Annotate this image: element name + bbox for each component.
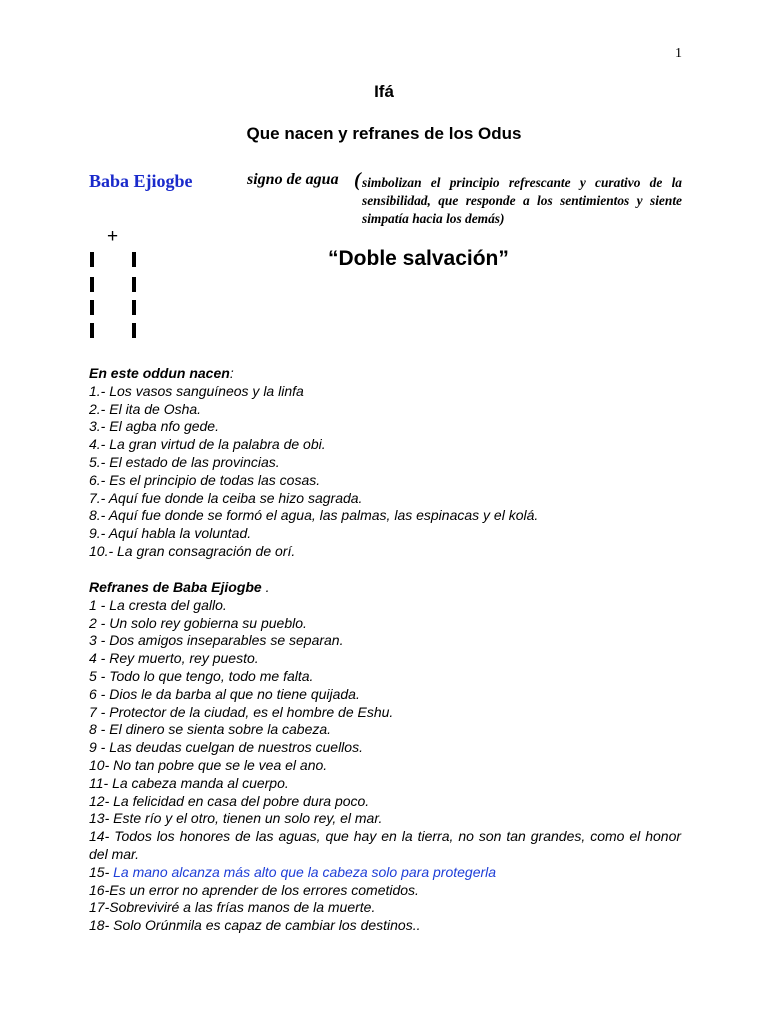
odu-mark xyxy=(132,300,136,315)
list-item: 6.- Es el principio de todas las cosas. xyxy=(89,471,321,488)
list-item xyxy=(89,650,681,668)
list-item xyxy=(89,899,681,917)
sign-paren: ( xyxy=(354,169,361,191)
list-item xyxy=(89,739,681,757)
item-text: El dinero se sienta sobre la cabeza. xyxy=(109,721,332,738)
list-item xyxy=(89,721,681,739)
item-text: La cresta del gallo. xyxy=(109,596,227,613)
sign-type: signo de agua xyxy=(247,171,339,188)
item-text: Este río y el otro, tienen un solo rey, el mar. xyxy=(113,810,383,827)
list-item: 10.- La gran consagración de orí. xyxy=(89,542,296,559)
list-item xyxy=(89,615,681,633)
item-number: 13- xyxy=(89,810,114,827)
list-item xyxy=(89,757,681,775)
refranes-section xyxy=(89,579,681,935)
item-number: 10- xyxy=(89,756,114,773)
list-item: 4.- La gran virtud de la palabra de obi. xyxy=(89,436,326,453)
odu-mark xyxy=(132,252,136,267)
list-item: 2.- El ita de Osha. xyxy=(89,400,202,417)
item-text: Rey muerto, rey puesto. xyxy=(109,650,259,667)
item-number: 2 - xyxy=(89,614,110,631)
list-item xyxy=(89,704,681,722)
odu-mark xyxy=(90,277,94,292)
odu-mark xyxy=(132,323,136,338)
item-number: 14- xyxy=(89,828,115,845)
item-number: 8 - xyxy=(89,721,110,738)
list-item xyxy=(89,686,681,704)
list-item xyxy=(89,917,681,935)
page-number: 1 xyxy=(675,46,682,61)
list-item: 8.- Aquí fue donde se formó el agua, las palmas, las espinacas y el kolá. xyxy=(89,507,539,524)
refranes-heading xyxy=(89,579,681,597)
item-text: Todos los honores de las aguas, que hay en la tierra, no son tan grandes, como el honor del mar. xyxy=(89,828,682,862)
item-text: La cabeza manda al cuerpo. xyxy=(112,774,289,791)
item-text: Un solo rey gobierna su pueblo. xyxy=(109,614,307,631)
list-item: 7.- Aquí fue donde la ceiba se hizo sagrada. xyxy=(89,489,363,506)
nacen-section xyxy=(89,365,538,561)
document-title: Ifá xyxy=(374,82,394,101)
list-item xyxy=(89,597,681,615)
item-text: La felicidad en casa del pobre dura poco. xyxy=(113,792,370,809)
odu-mark xyxy=(90,323,94,338)
list-item xyxy=(89,668,681,686)
sign-description: simbolizan el principio refrescante y curativo de la sensibilidad, que responde a los sentimientos y siente simpatía hacia los demás) xyxy=(362,175,682,226)
item-text: Protector de la ciudad, es el hombre de Eshu. xyxy=(109,703,394,720)
item-text: Es un error no aprender de los errores cometidos. xyxy=(109,881,419,898)
refranes-heading-text: Refranes de Baba Ejiogbe xyxy=(89,579,262,595)
nacen-heading-colon: : xyxy=(229,365,234,381)
list-item: 1.- Los vasos sanguíneos y la linfa xyxy=(89,382,304,399)
item-number: 4 - xyxy=(89,650,110,667)
list-item xyxy=(89,882,681,900)
item-number: 17- xyxy=(89,899,110,916)
item-number: 15- xyxy=(89,863,114,880)
list-item: 5.- El estado de las provincias. xyxy=(89,453,280,470)
item-text: No tan pobre que se le vea el ano. xyxy=(113,756,328,773)
list-item: 3.- El agba nfo gede. xyxy=(89,418,219,435)
list-item xyxy=(89,810,681,828)
list-item xyxy=(89,632,681,650)
odu-mark xyxy=(90,252,94,267)
odu-mark xyxy=(90,300,94,315)
item-text: Todo lo que tengo, todo me falta. xyxy=(109,667,314,684)
item-number: 3 - xyxy=(89,632,110,649)
list-item: 9.- Aquí habla la voluntad. xyxy=(89,525,252,542)
list-item xyxy=(89,828,681,864)
nacen-heading-text: En este oddun nacen xyxy=(89,365,230,381)
motto: “Doble salvación” xyxy=(328,247,509,270)
item-text: Sobreviviré a las frías manos de la muerte. xyxy=(109,899,376,916)
document-subtitle: Que nacen y refranes de los Odus xyxy=(246,124,522,143)
item-text: Dos amigos inseparables se separan. xyxy=(109,632,344,649)
refranes-heading-suffix: . xyxy=(261,579,270,595)
list-item xyxy=(89,864,681,882)
item-number: 18- xyxy=(89,917,114,934)
item-number: 7 - xyxy=(89,703,110,720)
list-item xyxy=(89,775,681,793)
item-number: 5 - xyxy=(89,667,110,684)
item-text: Las deudas cuelgan de nuestros cuellos. xyxy=(109,739,363,756)
list-item xyxy=(89,793,681,811)
item-text: Solo Orúnmila es capaz de cambiar los destinos.. xyxy=(113,917,421,934)
plus-mark: + xyxy=(107,226,119,247)
sign-name: Baba Ejiogbe xyxy=(89,171,193,191)
item-number: 16- xyxy=(89,881,110,898)
item-number: 1 - xyxy=(89,596,110,613)
item-number: 12- xyxy=(89,792,114,809)
item-number: 6 - xyxy=(89,685,110,702)
nacen-heading xyxy=(89,365,538,383)
item-number: 11- xyxy=(89,774,113,791)
item-text: Dios le da barba al que no tiene quijada. xyxy=(109,685,360,702)
highlighted-proverb-text: La mano alcanza más alto que la cabeza solo para protegerla xyxy=(113,863,497,880)
odu-mark xyxy=(132,277,136,292)
item-number: 9 - xyxy=(89,739,110,756)
